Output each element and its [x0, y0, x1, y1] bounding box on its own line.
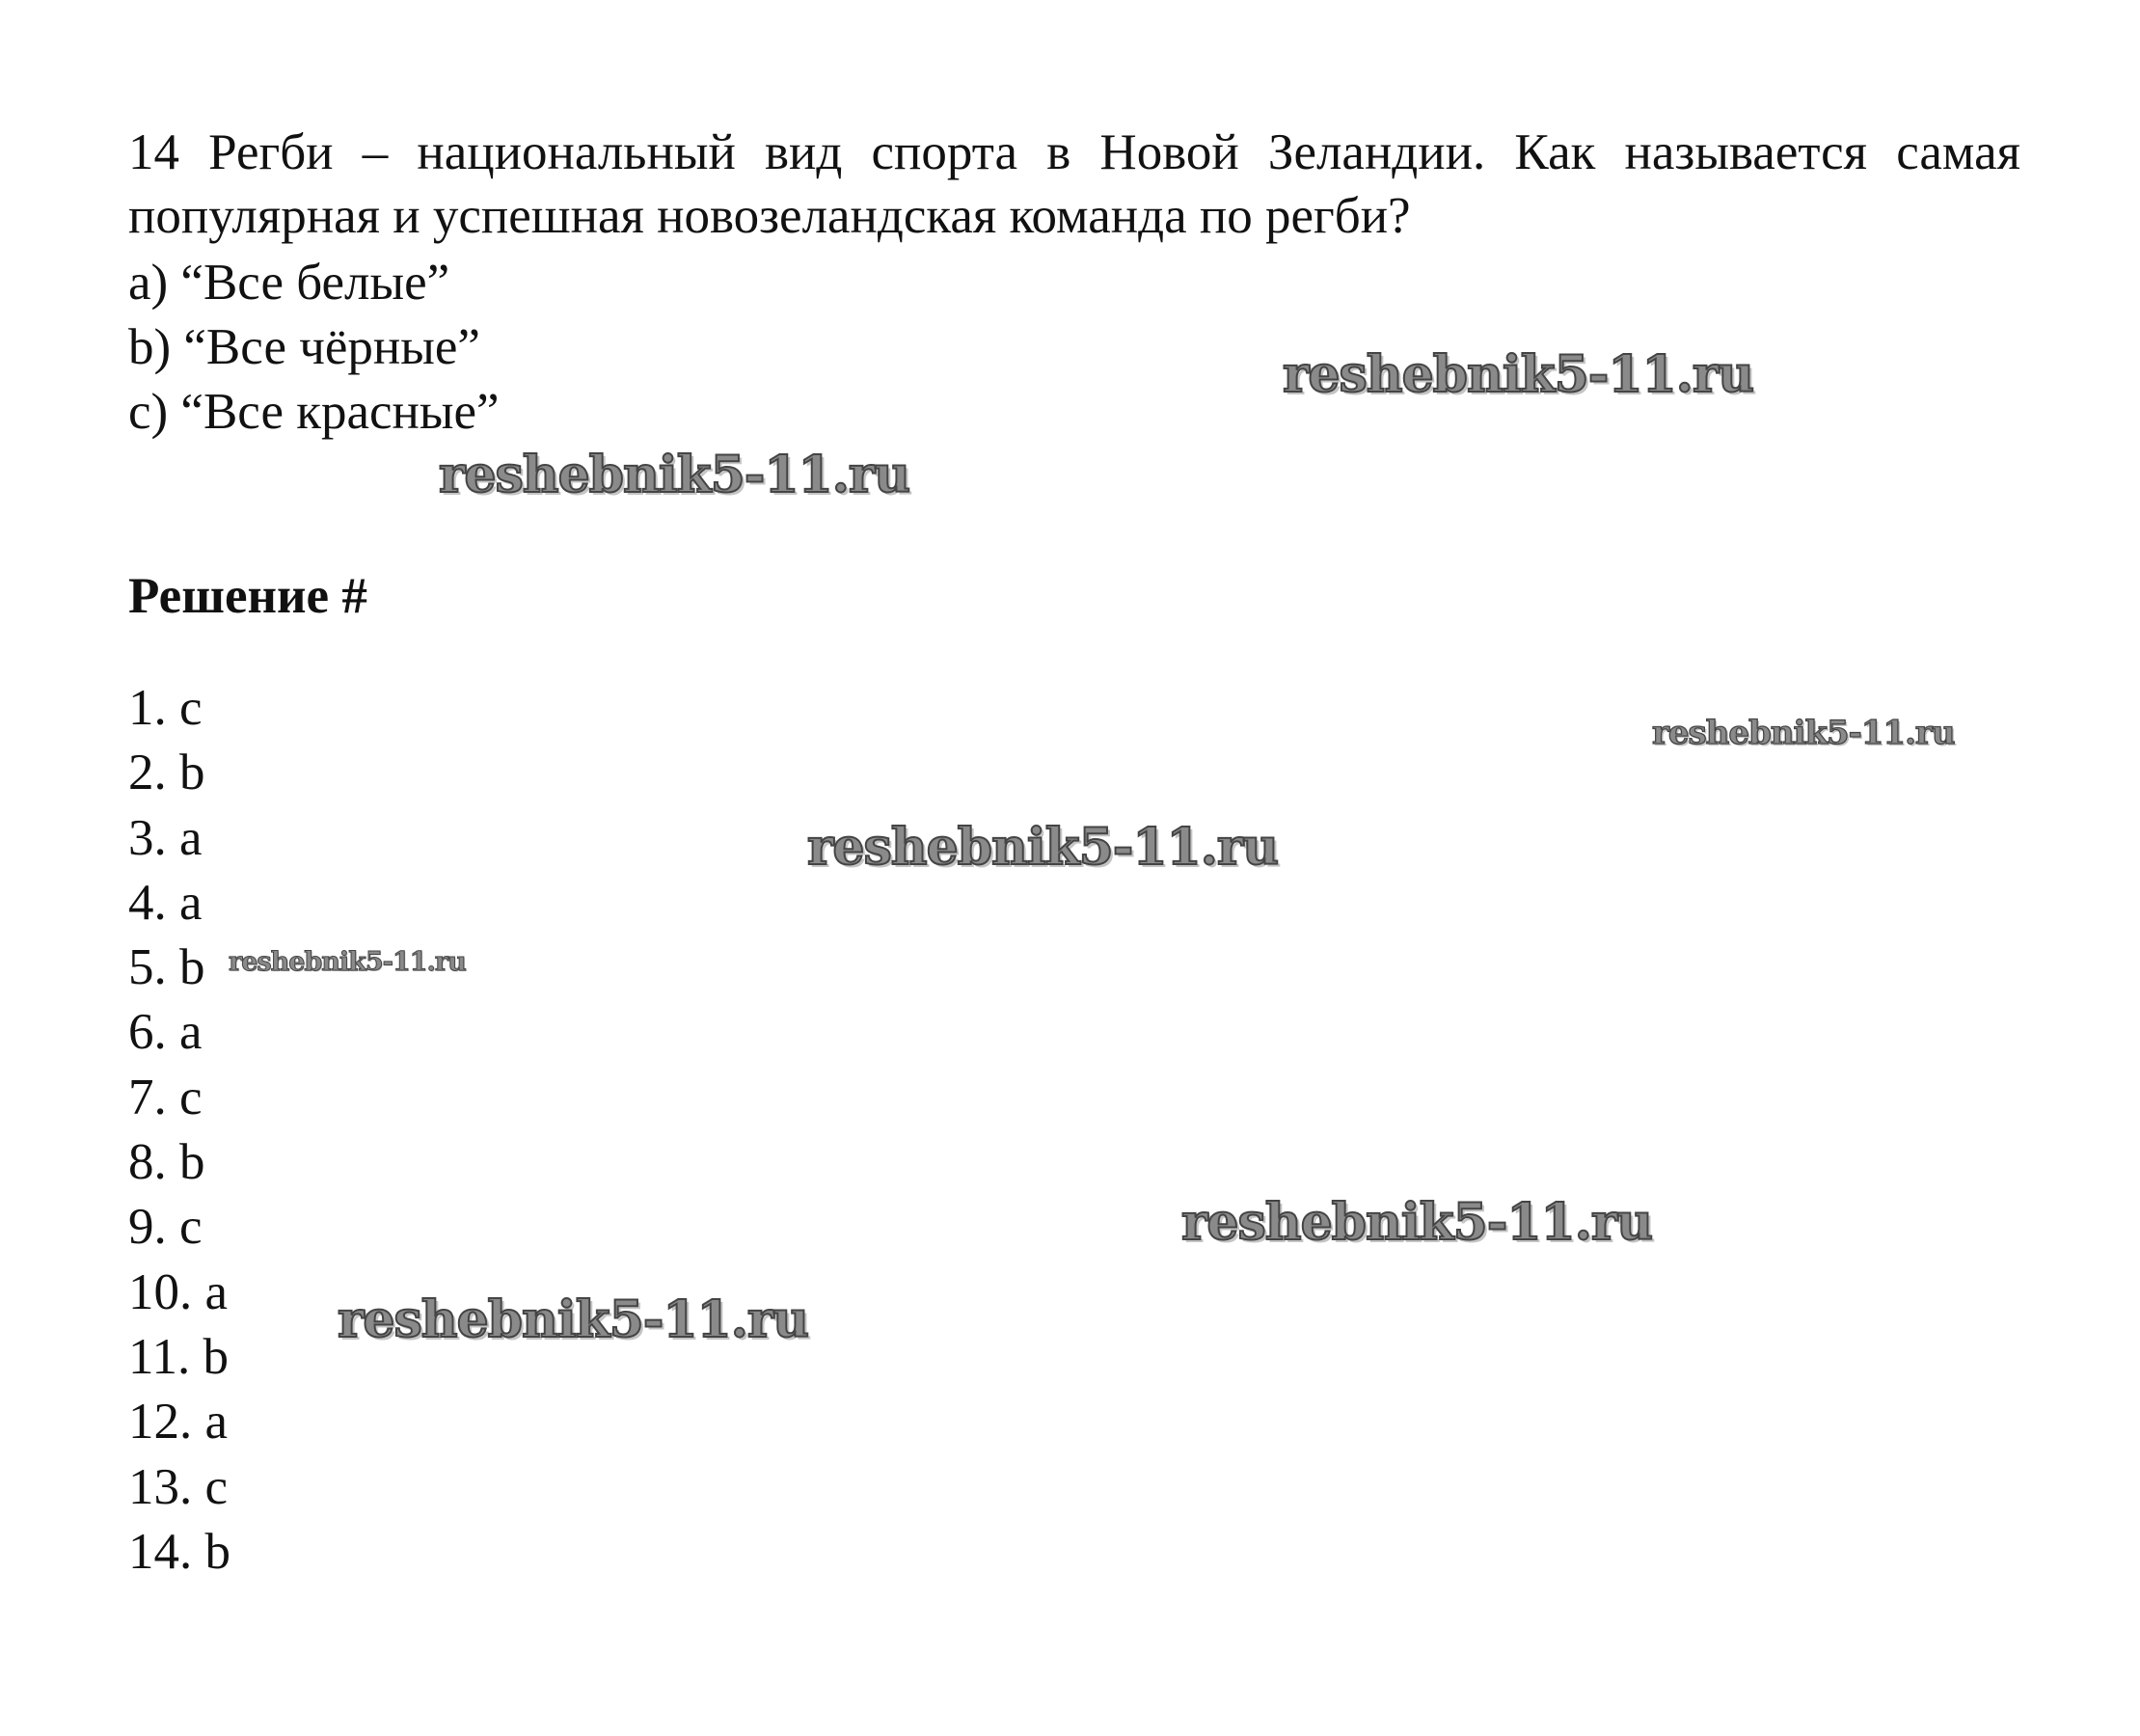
answer-letter: a — [179, 809, 203, 866]
answer-item — [128, 936, 230, 1000]
option-b: b) “Все чёрные” — [128, 319, 480, 375]
answer-number: 1. — [128, 680, 167, 736]
answer-number: 12. — [128, 1394, 193, 1451]
watermark: reshebnik5-11.ru — [229, 947, 466, 977]
option-a: a) “Все белые” — [128, 255, 450, 311]
answer-options-list — [128, 251, 500, 445]
watermark: reshebnik5-11.ru — [439, 446, 910, 504]
answer-letter: a — [179, 1004, 203, 1061]
watermark: reshebnik5-11.ru — [1652, 714, 1955, 752]
answer-letter: c — [179, 680, 203, 736]
answer-number: 8. — [128, 1134, 167, 1191]
watermark: reshebnik5-11.ru — [1283, 345, 1754, 404]
watermark: reshebnik5-11.ru — [338, 1290, 809, 1349]
answer-item — [128, 1390, 230, 1454]
answer-item — [128, 676, 230, 741]
question-text: 14 Регби – национальный вид спорта в Новой Зеландии. Как называется самая популярная и успешная новозеландская команда по регби? — [128, 124, 2020, 244]
answer-letter: b — [179, 745, 205, 801]
answer-item — [128, 1325, 230, 1390]
answer-item — [128, 1130, 230, 1195]
answer-number: 13. — [128, 1458, 193, 1515]
answer-item — [128, 1066, 230, 1130]
answer-letter: b — [179, 1134, 205, 1191]
answer-letter: a — [204, 1394, 229, 1451]
answer-number: 9. — [128, 1199, 167, 1256]
answer-number: 11. — [128, 1328, 191, 1385]
answer-letter: a — [204, 1263, 229, 1320]
answer-number: 10. — [128, 1263, 193, 1320]
answer-number: 5. — [128, 939, 167, 996]
option-c: c) “Все красные” — [128, 384, 500, 440]
solution-heading: Решение # — [128, 568, 367, 624]
answer-item — [128, 1261, 230, 1325]
answer-key-list — [128, 676, 230, 1585]
answer-item — [128, 1455, 230, 1520]
answer-item — [128, 1000, 230, 1065]
answer-item — [128, 741, 230, 805]
answer-letter: c — [204, 1458, 229, 1515]
answer-letter: b — [179, 939, 205, 996]
answer-item — [128, 871, 230, 936]
answer-number: 3. — [128, 809, 167, 866]
watermark: reshebnik5-11.ru — [1181, 1193, 1653, 1252]
answer-item — [128, 806, 230, 871]
answer-number: 7. — [128, 1069, 167, 1126]
answer-number: 2. — [128, 745, 167, 801]
answer-number: 4. — [128, 874, 167, 931]
answer-letter: b — [203, 1328, 230, 1385]
watermark: reshebnik5-11.ru — [807, 818, 1279, 877]
answer-number: 6. — [128, 1004, 167, 1061]
answer-item — [128, 1195, 230, 1260]
answer-item — [128, 1520, 230, 1585]
answer-number: 14. — [128, 1523, 193, 1580]
answer-letter: b — [204, 1523, 230, 1580]
answer-letter: a — [179, 874, 203, 931]
answer-letter: c — [179, 1069, 203, 1126]
answer-letter: c — [179, 1199, 203, 1256]
